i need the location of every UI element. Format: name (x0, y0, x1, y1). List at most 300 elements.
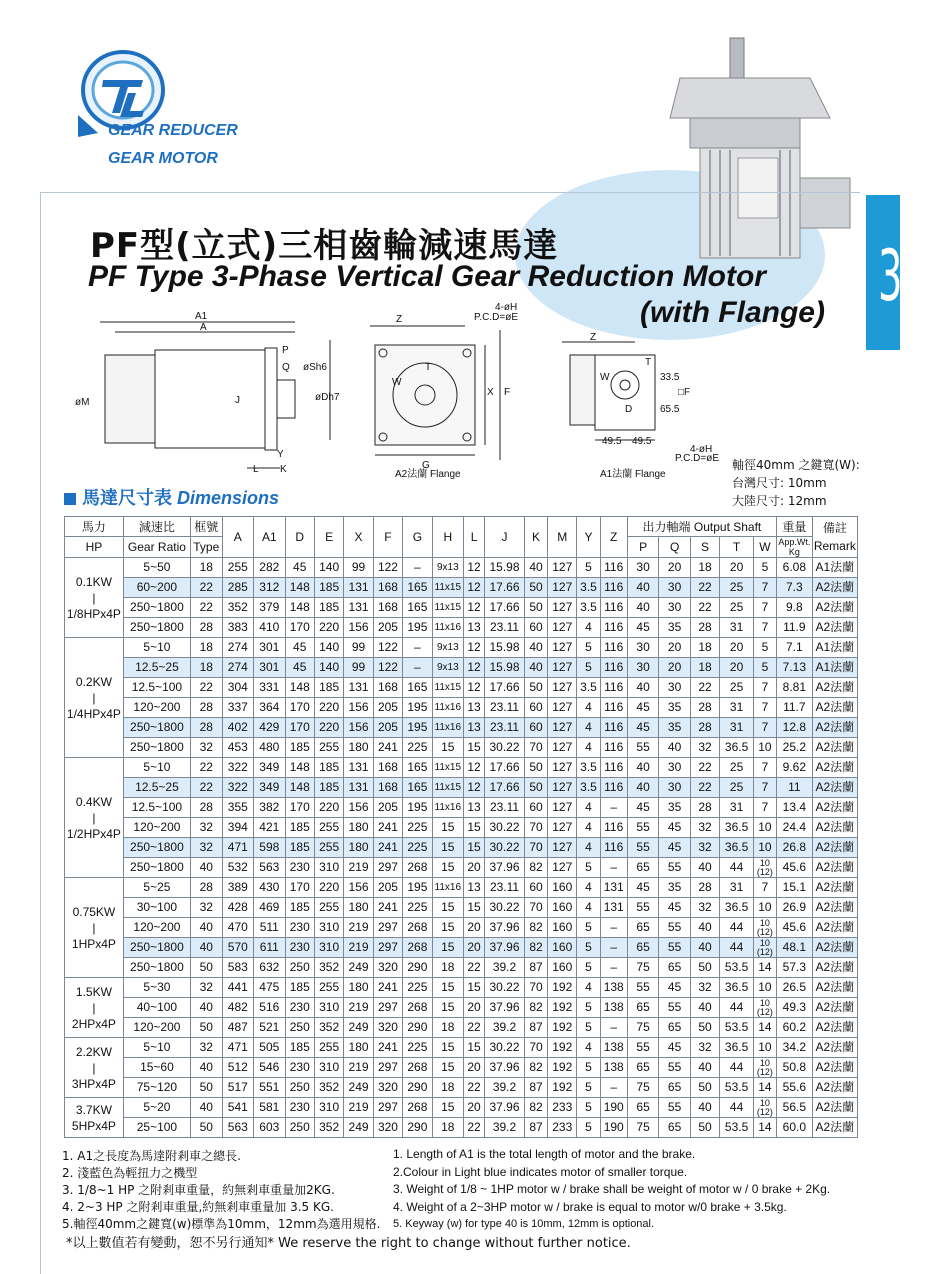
table-cell: 9x13 (432, 558, 464, 578)
keyway-note-line-3: 大陸尺寸: 12mm (732, 494, 827, 508)
table-cell: A2法蘭 (812, 1058, 857, 1078)
table-cell: 219 (344, 858, 373, 878)
table-row (65, 1058, 858, 1078)
table-cell: 10 (12) (753, 858, 776, 878)
table-cell: – (600, 798, 627, 818)
table-cell: 160 (548, 938, 577, 958)
note-cn-4: 4. 2~3 HP 之附剎車重量,約無剎車重量加 3.5 KG. (62, 1200, 334, 1214)
table-cell: 7 (753, 718, 776, 738)
table-cell: 28 (191, 718, 223, 738)
table-cell: 156 (344, 698, 373, 718)
table-row (65, 818, 858, 838)
table-cell: – (600, 1078, 627, 1098)
table-cell: 20 (464, 998, 485, 1018)
table-cell: 36.5 (720, 838, 754, 858)
table-cell: 310 (314, 918, 343, 938)
table-cell: 170 (285, 878, 314, 898)
table-cell: 32 (690, 978, 719, 998)
table-cell: 205 (373, 718, 402, 738)
table-cell: 122 (373, 658, 402, 678)
hp-line: | (92, 1060, 96, 1075)
table-cell: 205 (373, 618, 402, 638)
table-cell: 310 (314, 1098, 343, 1118)
table-cell: 282 (254, 558, 286, 578)
table-cell: 32 (191, 898, 223, 918)
table-cell: 480 (254, 738, 286, 758)
table-cell: 14 (753, 1078, 776, 1098)
hp-line: 3HPx4P (71, 1076, 116, 1091)
table-cell: 50 (690, 1118, 719, 1138)
table-cell: 180 (344, 978, 373, 998)
table-cell: 17.66 (485, 678, 525, 698)
header-h: H (432, 517, 464, 558)
table-cell: 60 (524, 718, 547, 738)
table-cell: 364 (254, 698, 286, 718)
table-cell: 28 (690, 798, 719, 818)
table-cell: 40 (627, 778, 659, 798)
table-cell: 205 (373, 798, 402, 818)
table-cell: 31 (720, 718, 754, 738)
table-cell: 40 (627, 598, 659, 618)
table-cell: 31 (720, 798, 754, 818)
table-cell: 55 (659, 858, 691, 878)
table-cell: A2法蘭 (812, 838, 857, 858)
table-cell: 268 (403, 1058, 432, 1078)
table-cell: 297 (373, 1058, 402, 1078)
table-cell: 5 (577, 658, 600, 678)
table-cell: 352 (222, 598, 254, 618)
table-cell: 45 (627, 798, 659, 818)
table-cell: 18 (432, 1018, 464, 1038)
table-cell: 290 (403, 1118, 432, 1138)
table-cell: 185 (285, 1038, 314, 1058)
table-cell: 250 (285, 958, 314, 978)
table-cell: 4 (577, 818, 600, 838)
table-cell: 12 (464, 638, 485, 658)
hp-line: 3.7KW (75, 1102, 112, 1117)
table-cell: 160 (548, 898, 577, 918)
table-cell: 116 (600, 818, 627, 838)
table-cell: 551 (254, 1078, 286, 1098)
table-cell: 4 (577, 878, 600, 898)
table-cell: 190 (600, 1098, 627, 1118)
header-w: W (753, 537, 776, 558)
table-cell: 45.6 (776, 858, 812, 878)
table-cell: 219 (344, 998, 373, 1018)
page-number-tab (866, 195, 927, 350)
table-cell: 430 (254, 878, 286, 898)
table-cell: 30.22 (485, 818, 525, 838)
table-cell: 9x13 (432, 638, 464, 658)
table-cell: 322 (222, 758, 254, 778)
table-cell: A2法蘭 (812, 938, 857, 958)
table-cell: 148 (285, 578, 314, 598)
table-cell: 30.22 (485, 1038, 525, 1058)
gear-ratio-cell: 5~25 (123, 878, 190, 898)
table-cell: 55 (627, 738, 659, 758)
gear-ratio-cell: 12.5~100 (123, 678, 190, 698)
table-cell: 168 (373, 598, 402, 618)
table-cell: A2法蘭 (812, 1098, 857, 1118)
table-cell: 170 (285, 698, 314, 718)
table-cell: 44 (720, 998, 754, 1018)
hp-line: | (92, 810, 96, 825)
hp-line: | (92, 690, 96, 705)
table-cell: 297 (373, 918, 402, 938)
table-cell: 17.66 (485, 778, 525, 798)
label-k: K (280, 464, 287, 475)
table-cell: 40 (524, 638, 547, 658)
note-cn-1: 1. A1之長度為馬達附剎車之總長. (62, 1149, 241, 1163)
table-cell: 36.5 (720, 898, 754, 918)
table-cell: 192 (548, 1018, 577, 1038)
table-cell: 268 (403, 938, 432, 958)
table-cell: 70 (524, 898, 547, 918)
table-cell: 546 (254, 1058, 286, 1078)
side-view-drawing (100, 322, 330, 468)
table-cell: 190 (600, 1118, 627, 1138)
table-cell: 20 (464, 1058, 485, 1078)
hp-line: 2HPx4P (71, 1016, 116, 1031)
table-cell: 131 (344, 758, 373, 778)
table-cell: 65 (627, 1058, 659, 1078)
table-cell: 32 (690, 818, 719, 838)
table-cell: 603 (254, 1118, 286, 1138)
table-cell: 34.2 (776, 1038, 812, 1058)
table-cell: 195 (403, 718, 432, 738)
table-cell: 99 (344, 638, 373, 658)
table-cell: 138 (600, 998, 627, 1018)
table-cell: 220 (314, 798, 343, 818)
table-cell: 230 (285, 858, 314, 878)
table-cell: 75 (627, 1118, 659, 1138)
table-cell: 25 (720, 578, 754, 598)
table-cell: 598 (254, 838, 286, 858)
table-cell: 127 (548, 618, 577, 638)
header-k: K (524, 517, 547, 558)
table-cell: 127 (548, 778, 577, 798)
table-cell: 516 (254, 998, 286, 1018)
header-ratio: 減速比 (123, 517, 190, 537)
table-cell: A2法蘭 (812, 898, 857, 918)
table-cell: 148 (285, 758, 314, 778)
table-cell: 45 (285, 558, 314, 578)
table-cell: 40 (191, 998, 223, 1018)
table-cell: 99 (344, 558, 373, 578)
heading-square-icon (64, 493, 76, 505)
table-cell: 127 (548, 698, 577, 718)
table-cell: 116 (600, 638, 627, 658)
table-cell: 22 (690, 778, 719, 798)
keyway-note-line-1: 軸徑40mm 之鍵寬(W): (732, 458, 860, 472)
table-cell: 127 (548, 818, 577, 838)
table-cell: A2法蘭 (812, 778, 857, 798)
table-cell: 225 (403, 1038, 432, 1058)
table-cell: 31 (720, 878, 754, 898)
table-cell: 14 (753, 958, 776, 978)
table-cell: 17.66 (485, 598, 525, 618)
label-w2: W (600, 372, 610, 383)
gear-ratio-cell: 250~1800 (123, 738, 190, 758)
note-en-4: 4. Weight of a 2~3HP motor w / brake is equal to motor w/0 brake + 3.5kg. (393, 1199, 787, 1214)
table-cell: 30.22 (485, 978, 525, 998)
label-hole: 4-øH (495, 302, 518, 313)
table-cell: 7 (753, 698, 776, 718)
table-cell: 45.6 (776, 918, 812, 938)
label-pcd2: P.C.D=øE (675, 453, 719, 464)
table-cell: A2法蘭 (812, 858, 857, 878)
table-cell: 5 (577, 558, 600, 578)
table-cell: 127 (548, 858, 577, 878)
table-cell: 5 (577, 938, 600, 958)
table-cell: 22 (464, 958, 485, 978)
table-cell: 241 (373, 838, 402, 858)
table-cell: 13 (464, 718, 485, 738)
table-cell: 322 (222, 778, 254, 798)
table-cell: 290 (403, 958, 432, 978)
table-cell: 35 (659, 798, 691, 818)
table-cell: 53.5 (720, 1078, 754, 1098)
table-cell: 250 (285, 1078, 314, 1098)
table-cell: 32 (191, 1038, 223, 1058)
table-cell: 138 (600, 1038, 627, 1058)
table-cell: 45 (627, 698, 659, 718)
table-cell: 7.1 (776, 638, 812, 658)
table-cell: 127 (548, 758, 577, 778)
table-cell: 15.98 (485, 638, 525, 658)
table-cell: 127 (548, 578, 577, 598)
table-cell: 32 (191, 738, 223, 758)
table-cell: 28 (191, 878, 223, 898)
table-cell: 160 (548, 918, 577, 938)
table-cell: 127 (548, 718, 577, 738)
table-cell: 14 (753, 1018, 776, 1038)
table-cell: 4 (577, 738, 600, 758)
table-cell: 475 (254, 978, 286, 998)
table-cell: 7 (753, 598, 776, 618)
table-cell: 168 (373, 758, 402, 778)
motor-photo (660, 38, 870, 268)
table-cell: 10 (753, 818, 776, 838)
table-cell: 18 (690, 658, 719, 678)
table-cell: 10 (753, 738, 776, 758)
table-cell: 40 (191, 1098, 223, 1118)
table-cell: 195 (403, 798, 432, 818)
table-cell: 45 (659, 978, 691, 998)
table-cell: A2法蘭 (812, 578, 857, 598)
table-cell: 15 (432, 1038, 464, 1058)
table-cell: 11x16 (432, 798, 464, 818)
table-row (65, 1018, 858, 1038)
table-cell: 156 (344, 798, 373, 818)
table-cell: 4 (577, 718, 600, 738)
table-cell: 15 (464, 838, 485, 858)
table-cell: 15 (464, 818, 485, 838)
table-cell: 11x16 (432, 618, 464, 638)
table-cell: 185 (314, 678, 343, 698)
table-cell: 5 (753, 658, 776, 678)
table-cell: 40 (659, 738, 691, 758)
table-cell: 349 (254, 778, 286, 798)
table-cell: 563 (254, 858, 286, 878)
table-cell: A2法蘭 (812, 978, 857, 998)
table-cell: 192 (548, 1078, 577, 1098)
table-cell: 15 (432, 898, 464, 918)
table-cell: 53.5 (720, 1018, 754, 1038)
table-cell: A2法蘭 (812, 798, 857, 818)
table-cell: 116 (600, 658, 627, 678)
table-cell: 11x15 (432, 778, 464, 798)
table-cell: 22 (464, 1078, 485, 1098)
table-cell: 11x15 (432, 678, 464, 698)
table-cell: 30 (627, 558, 659, 578)
label-g: G (422, 460, 430, 471)
table-cell: 70 (524, 1038, 547, 1058)
table-cell: 65 (659, 958, 691, 978)
table-cell: A2法蘭 (812, 678, 857, 698)
table-cell: 116 (600, 718, 627, 738)
table-cell: 55 (627, 818, 659, 838)
table-cell: 7 (753, 798, 776, 818)
table-cell: 230 (285, 998, 314, 1018)
table-cell: 352 (314, 1018, 343, 1038)
hp-line: | (92, 1000, 96, 1015)
table-cell: 65 (659, 1018, 691, 1038)
hp-line: 5HPx4P (71, 1118, 116, 1133)
table-cell: 127 (548, 638, 577, 658)
table-cell: 45 (627, 718, 659, 738)
table-cell: 55 (659, 1058, 691, 1078)
table-cell: 39.2 (485, 958, 525, 978)
table-cell: 148 (285, 778, 314, 798)
table-cell: 25 (720, 778, 754, 798)
hp-line: | (92, 920, 96, 935)
table-cell: 7.3 (776, 578, 812, 598)
a1-flange-drawing (562, 342, 655, 440)
table-row (65, 678, 858, 698)
table-cell: 5 (577, 858, 600, 878)
note-en-3: 3. Weight of 1/8 ~ 1HP motor w / brake shall be weight of motor w / 0 brake + 2Kg. (393, 1182, 831, 1196)
table-cell: 5 (577, 998, 600, 1018)
table-cell: 156 (344, 718, 373, 738)
hp-line: 1/2HPx4P (66, 826, 121, 841)
label-t2: T (645, 357, 652, 368)
table-cell: 44 (720, 938, 754, 958)
table-cell: 36.5 (720, 818, 754, 838)
dimensions-table (64, 516, 858, 1138)
table-cell: 26.8 (776, 838, 812, 858)
table-header (65, 517, 858, 558)
table-cell: – (403, 558, 432, 578)
table-cell: 185 (285, 738, 314, 758)
table-cell: 249 (344, 1078, 373, 1098)
table-cell: 116 (600, 738, 627, 758)
table-cell: 233 (548, 1118, 577, 1138)
note-cn-2: 2. 淺藍色為輕扭力之機型 (62, 1166, 198, 1180)
label-495a: 49.5 (602, 436, 622, 447)
table-cell: 521 (254, 1018, 286, 1038)
hp-line: 1/4HPx4P (66, 706, 121, 721)
table-cell: 156 (344, 618, 373, 638)
table-row (65, 938, 858, 958)
table-cell: 53.5 (720, 958, 754, 978)
table-cell: A2法蘭 (812, 918, 857, 938)
table-cell: 22 (690, 578, 719, 598)
table-cell: 60 (524, 618, 547, 638)
gear-ratio-cell: 250~1800 (123, 838, 190, 858)
gear-ratio-cell: 120~200 (123, 818, 190, 838)
table-cell: 50 (524, 598, 547, 618)
table-cell: 32 (191, 838, 223, 858)
table-cell: 5 (577, 1058, 600, 1078)
table-cell: 87 (524, 1078, 547, 1098)
note-cn-3: 3. 1/8~1 HP 之附剎車重量，約無剎車重量加2KG. (62, 1183, 335, 1197)
table-cell: 10 (12) (753, 918, 776, 938)
table-cell: 12 (464, 678, 485, 698)
label-hole2: 4-øH (690, 444, 713, 455)
table-cell: 20 (720, 558, 754, 578)
hp-line: 0.4KW (75, 794, 112, 809)
table-cell: 570 (222, 938, 254, 958)
table-cell: 50 (524, 758, 547, 778)
table-row (65, 878, 858, 898)
table-cell: 50 (524, 778, 547, 798)
table-cell: 219 (344, 1058, 373, 1078)
table-cell: 290 (403, 1078, 432, 1098)
table-cell: 320 (373, 1018, 402, 1038)
table-cell: 55 (659, 938, 691, 958)
gear-ratio-cell: 12.5~25 (123, 778, 190, 798)
table-cell: 18 (432, 958, 464, 978)
table-cell: 20 (659, 658, 691, 678)
table-cell: 18 (690, 558, 719, 578)
table-cell: 20 (659, 638, 691, 658)
table-cell: 45 (659, 1038, 691, 1058)
header-l: L (464, 517, 485, 558)
table-cell: 349 (254, 758, 286, 778)
notes-english (393, 1146, 830, 1234)
table-cell: 37.96 (485, 998, 525, 1018)
table-cell: 165 (403, 598, 432, 618)
table-row (65, 718, 858, 738)
table-cell: 37.96 (485, 938, 525, 958)
table-cell: 219 (344, 918, 373, 938)
label-z2: Z (590, 332, 597, 343)
label-dh7: øDh7 (315, 392, 340, 403)
table-cell: 225 (403, 738, 432, 758)
table-cell: 192 (548, 998, 577, 1018)
table-cell: A1法蘭 (812, 558, 857, 578)
table-cell: 57.3 (776, 958, 812, 978)
hp-cell (65, 1038, 124, 1098)
table-cell: 22 (690, 598, 719, 618)
label-335: 33.5 (660, 372, 680, 383)
hp-line: 1HPx4P (71, 936, 116, 951)
table-cell: 20 (464, 918, 485, 938)
table-cell: – (600, 1018, 627, 1038)
gear-ratio-cell: 15~60 (123, 1058, 190, 1078)
table-cell: 28 (191, 698, 223, 718)
table-body (65, 558, 858, 1138)
table-cell: 4 (577, 978, 600, 998)
note-cn-5: 5.軸徑40mm之鍵寬(w)標準為10mm，12mm為選用規格. (62, 1217, 381, 1231)
table-cell: 37.96 (485, 1098, 525, 1118)
table-cell: 274 (222, 638, 254, 658)
table-cell: 25 (720, 678, 754, 698)
table-cell: 60.2 (776, 1018, 812, 1038)
table-cell: 10 (12) (753, 1058, 776, 1078)
table-cell: 31 (720, 698, 754, 718)
